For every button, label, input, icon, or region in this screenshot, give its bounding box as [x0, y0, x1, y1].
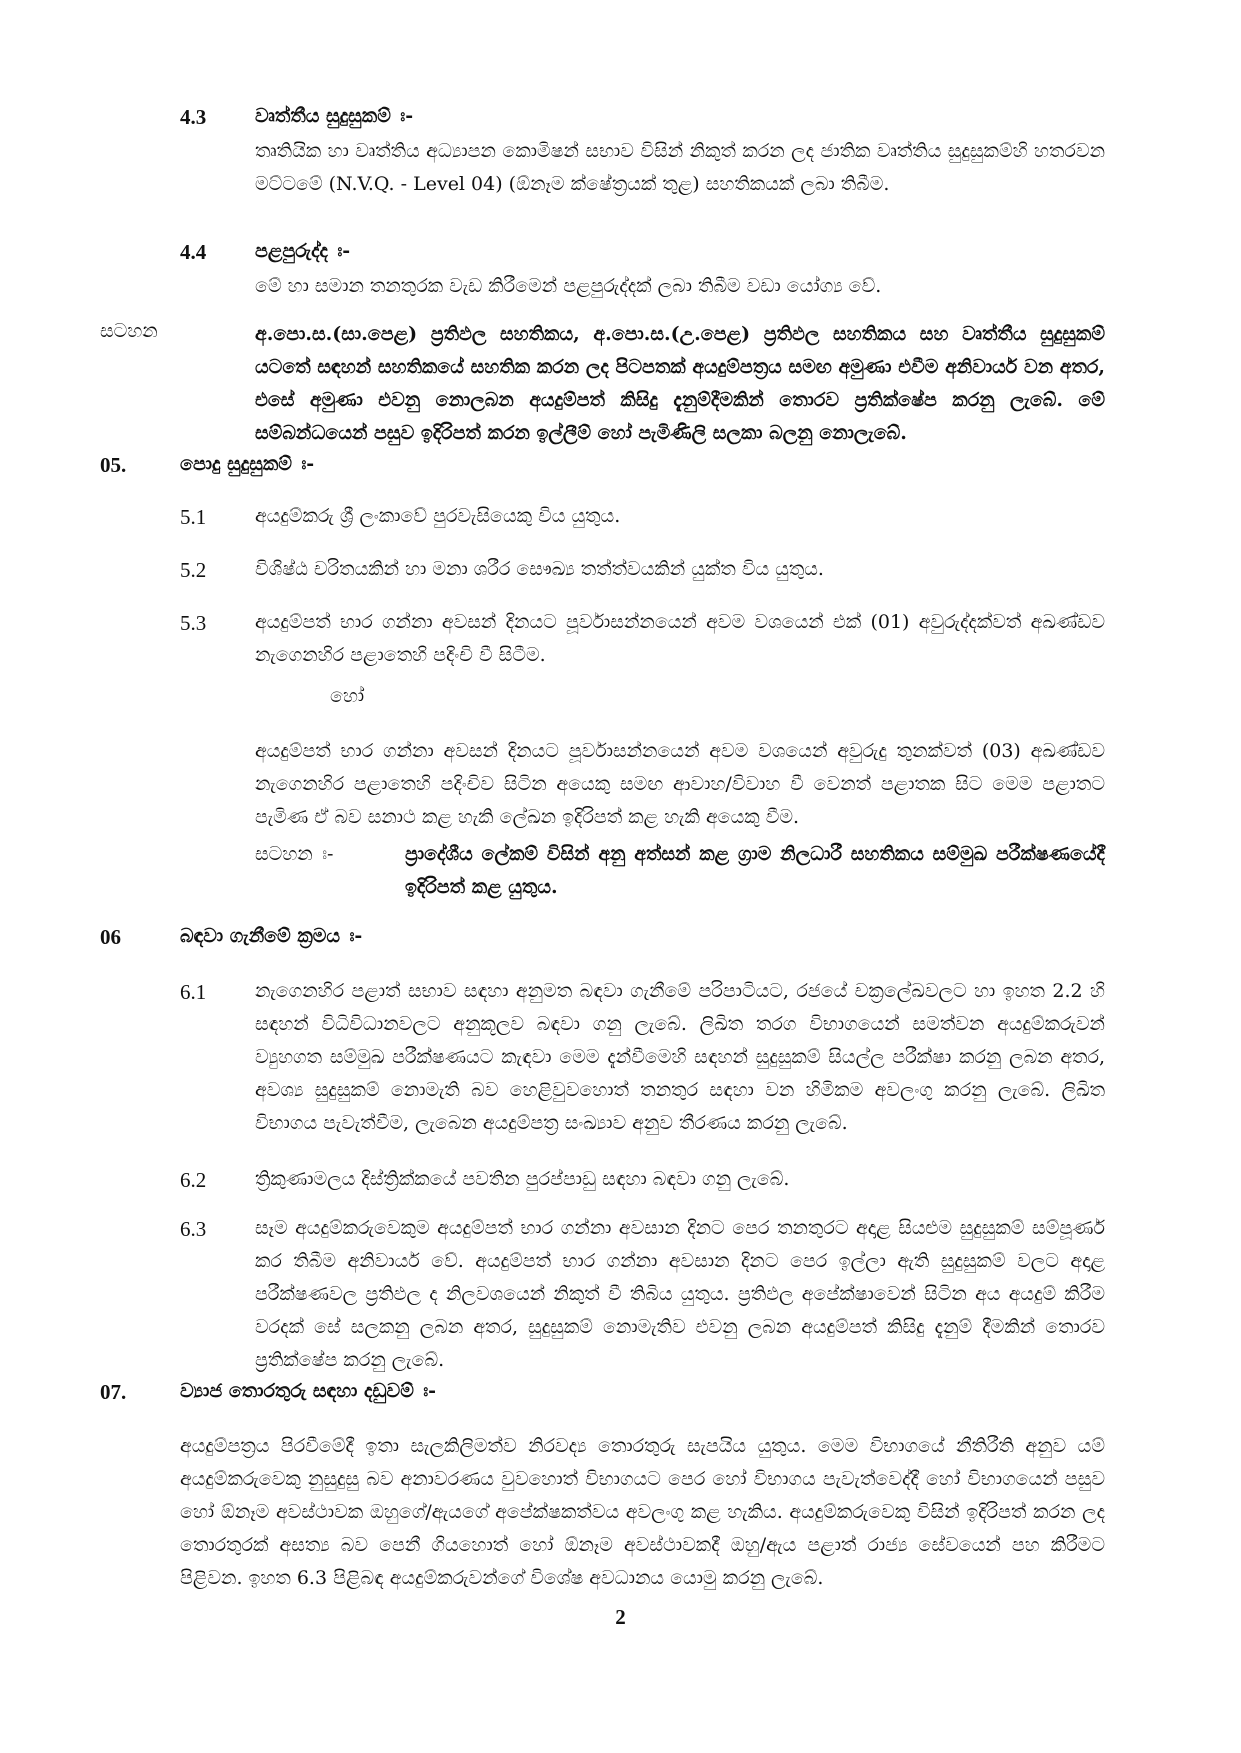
item-text: සෑම අයදුම්කරුවෙකුම අයදුම්පත් භාර ගන්නා අවසාන දිනට පෙර තනතුරට අදාළ සියළුම සුදුසුකම් සම්පූර්ණ කර තිබීම අනිවාර්ය වේ. අයදුම්පත් භාර ගන්නා අවසාන දිනට පෙර ඉල්ලා ඇති සුදුසුකම් වලට අදාළ පරීක්ෂණවල ප්‍රතිඵල ද නිලවශයෙන් නිකුත් වී තිබිය යුතුය. ප්‍රතිඵල අපේක්ෂාවෙන් සිටින අය අයදුම් කිරීම වරදක් සේ සලකනු ලබන අතර, සුදුසුකම් නොමැතිව එවනු ලබන අයදුම්පත් කිසිදු දැනුම් දීමකින් තොරව ප්‍රතික්ෂේප කරනු ලැබේ.	[255, 1217, 1105, 1371]
section-number-4-3: 4.3	[180, 105, 207, 129]
section-body-false-info: අයදුම්පත්‍රය පිරවීමේදී ඉතා සැලකිලිමත්ව නිරවද්‍ය තොරතුරු සැපයිය යුතුය. මෙම විභාගයේ නීතිරීති අනුව යම් අයදුම්කරුවෙකු නුසුදුසු බව අනාවරණය වුවහොත් විභාගයට පෙර හෝ විභාගය පැවැත්වෙද්දී හෝ විභාගයෙන් පසුව හෝ ඕනෑම අවස්ථාවක ඔහුගේ/ඇයගේ අපේක්ෂකත්වය අවලංගු කළ හැකිය. අයදුම්කරුවෙකු විසින් ඉදිරිපත් කරන ලද තොරතුරක් අසත්‍ය බව පෙනී ගියහොත් හෝ ඕනෑම අවස්ථාවකදී ඔහු/ඇය පළාත් රාජ්‍ය සේවයෙන් පහ කිරීමට පිළිවන. ඉහත 6.3 පිළිබඳ අයදුම්කරුවන්ගේ විශේෂ අවධානය යොමු කරනු ලැබේ.	[180, 1435, 1105, 1589]
item-number: 6.1	[180, 980, 207, 1004]
item-number: 5.3	[180, 611, 207, 635]
section-heading-experience: පළපුරුද්ද ඃ-	[255, 240, 351, 262]
section-body-vocational: තෘතියික හා වෘත්තිය අධ්‍යාපන කොමිෂන් සභාව විසින් නිකුත් කරන ලද ජාතික වෘත්තිය සුදුසුකම්හි හතරවන මට්ටමේ (N.V.Q. - Level 04) (ඕනෑම ක්ෂේත්‍රයක් තුළ) සහතිකයක් ලබා තිබීම.	[255, 140, 1105, 195]
alternative-condition: අයදුම්පත් භාර ගන්නා අවසන් දිනයට පූර්වාසන්නයෙන් අවම වශයෙන් අවුරුදු තුනක්වත් (03) අඛණ්ඩව නැගෙනහිර පළාතෙහි පදිංචිව සිටින අයෙකු සමඟ ආවාහ/විවාහ වී වෙනත් පළාතක සිට මෙම පළාතට පැමිණ ඒ බව සනාථ කළ හැකි ලේඛන ඉදිරිපත් කළ හැකි අයෙකු වීම.	[255, 740, 1105, 828]
item-number: 5.1	[180, 505, 207, 529]
item-number: 6.2	[180, 1168, 207, 1192]
item-text: ත්‍රිකුණාමලය දිස්ත්‍රික්කයේ පවතින පුරප්පාඩු සඳහා බඳවා ගනු ලැබේ.	[255, 1168, 790, 1190]
section-body-experience: මේ හා සමාන තනතුරක වැඩ කිරීමෙන් පළපුරුද්දක් ලබා තිබීම වඩා යෝග්‍ය වේ.	[255, 275, 882, 297]
item-text: අයදුම්කරු ශ්‍රී ලංකාවේ පුරවැසියෙකු විය යුතුය.	[255, 505, 621, 527]
item-text: අයදුම්පත් භාර ගන්නා අවසන් දිනයට පූර්වාසන්නයෙන් අවම වශයෙන් එක් (01) අවුරුද්දක්වත් අඛණ්ඩව නැගෙනහිර පළාතෙහි පදිංචි වී සිටීම.	[255, 611, 1105, 666]
or-connector: හෝ	[330, 685, 365, 707]
section-number-07: 07.	[100, 1380, 127, 1404]
page-number: 2	[615, 1605, 626, 1629]
item-text: විශිෂ්ඨ චරිතයකින් හා මනා ශරීර සෞඛ්‍ය තත්ත්වයකින් යුක්ත විය යුතුය.	[255, 558, 824, 580]
section-number-06: 06	[100, 925, 121, 949]
item-number: 5.2	[180, 558, 207, 582]
section-heading-vocational: වෘත්තීය සුදුසුකම් ඃ-	[255, 105, 414, 127]
section-heading-recruitment: බඳවා ගැනීමේ ක්‍රමය ඃ-	[180, 925, 363, 947]
note-body: අ.පො.ස.(සා.පෙළ) ප්‍රතිඵල සහතිකය, අ.පො.ස.(උ.පෙළ) ප්‍රතිඵල සහතිකය සහ වෘත්තීය සුදුසුකම් යටතේ සඳහන් සහතිකයේ සහතික කරන ලද පිටපතක් අයදුම්පත්‍රය සමඟ අමුණා එවීම අනිවාර්ය වන අතර, එසේ අමුණා එවනු නොලබන අයදුම්පත් කිසිදු දැනුම්දීමකින් තොරව ප්‍රතික්ෂේප කරනු ලැබේ. මේ සම්බන්ධයෙන් පසුව ඉදිරිපත් කරන ඉල්ලීම් හෝ පැමිණිලි සලකා බලනු නොලැබේ.	[255, 323, 1105, 444]
item-number: 6.3	[180, 1217, 207, 1241]
section-number-4-4: 4.4	[180, 240, 207, 264]
item-text: නැගෙනහිර පළාත් සභාව සඳහා අනුමත බඳවා ගැනීමේ පරිපාටියට, රජයේ චක්‍රලේඛවලට හා ඉහත 2.2 හි සඳහන් විධිවිධානවලට අනුකූලව බඳවා ගනු ලැබේ. ලිඛිත තරග විභාගයෙන් සමත්වන අයදුම්කරුවන් ව්‍යුහගත සම්මුඛ පරීක්ෂණයට කැඳවා මෙම දැන්වීමෙහි සඳහන් සුදුසුකම් සියල්ල පරීක්ෂා කරනු ලබන අතර, අවශ්‍ය සුදුසුකම් නොමැති බව හෙළිවුවහොත් තනතුර සඳහා වන හිමිකම අවලංගු කරනු ලැබේ. ලිඛිත විභාගය පැවැත්වීම, ලැබෙන අයදුම්පත්‍ර සංඛ්‍යාව අනුව තීරණය කරනු ලැබේ.	[255, 980, 1105, 1134]
section-heading-false-info: ව්‍යාජ තොරතුරු සඳහා දඩුවම් ඃ-	[180, 1380, 437, 1402]
section-heading-general: පොදු සුදුසුකම් ඃ-	[180, 453, 315, 475]
sub-note-body: ප්‍රාදේශීය ලේකම් විසින් අනු අත්සන් කළ ග්‍රාම නිලධාරී සහතිකය සම්මුඛ පරීක්ෂණයේදී ඉදිරිපත් කළ යුතුය.	[405, 843, 1105, 898]
sub-note-label: සටහන ඃ-	[255, 843, 334, 865]
note-label: සටහන	[100, 320, 158, 342]
section-number-05: 05.	[100, 453, 127, 477]
